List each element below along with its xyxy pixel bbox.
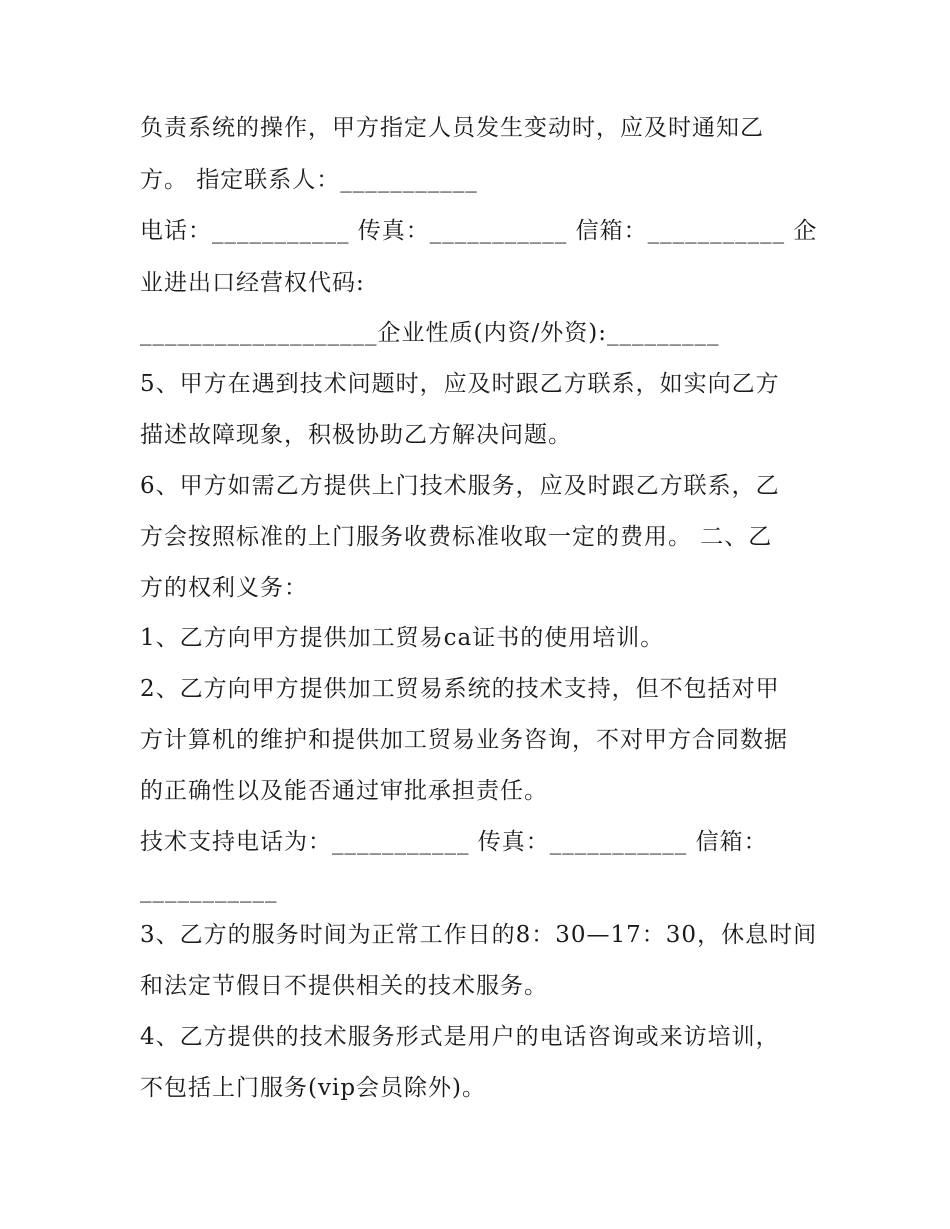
text-line: 业进出口经营权代码:: [140, 270, 365, 296]
text-line: 1、乙方向甲方提供加工贸易ca证书的使用培训。: [140, 625, 665, 651]
text-line: 描述故障现象，积极协助乙方解决问题。: [140, 422, 572, 448]
text-line: ___________: [140, 877, 278, 903]
text-line: 3、乙方的服务时间为正常工作日的8：30—17：30，休息时间: [140, 922, 818, 948]
text-line: 6、甲方如需乙方提供上门技术服务，应及时跟乙方联系，乙: [140, 473, 780, 499]
text-line: 方。 指定联系人：___________: [140, 167, 478, 193]
text-line: 方的权利义务：: [140, 575, 308, 601]
text-line: 的正确性以及能否通过审批承担责任。: [140, 778, 548, 804]
text-line: 和法定节假日不提供相关的技术服务。: [140, 973, 548, 999]
text-line: 2、乙方向甲方提供加工贸易系统的技术支持，但不包括对甲: [140, 676, 780, 702]
text-line: ___________________企业性质(内资/外资):_________: [140, 320, 720, 346]
text-line: 负责系统的操作，甲方指定人员发生变动时，应及时通知乙: [140, 115, 764, 141]
text-line: 5、甲方在遇到技术问题时，应及时跟乙方联系，如实向乙方: [140, 371, 780, 397]
text-line: 电话：___________ 传真：___________ 信箱：___________ 企: [140, 218, 818, 244]
text-line: 4、乙方提供的技术服务形式是用户的电话咨询或来访培训，: [140, 1024, 780, 1050]
text-line: 方计算机的维护和提供加工贸易业务咨询，不对甲方合同数据: [140, 727, 788, 753]
text-line: 技术支持电话为：___________ 传真：___________ 信箱：: [140, 829, 768, 855]
text-line: 不包括上门服务(vip会员除外)。: [140, 1075, 487, 1101]
text-line: 方会按照标准的上门服务收费标准收取一定的费用。 二、乙: [140, 524, 773, 550]
